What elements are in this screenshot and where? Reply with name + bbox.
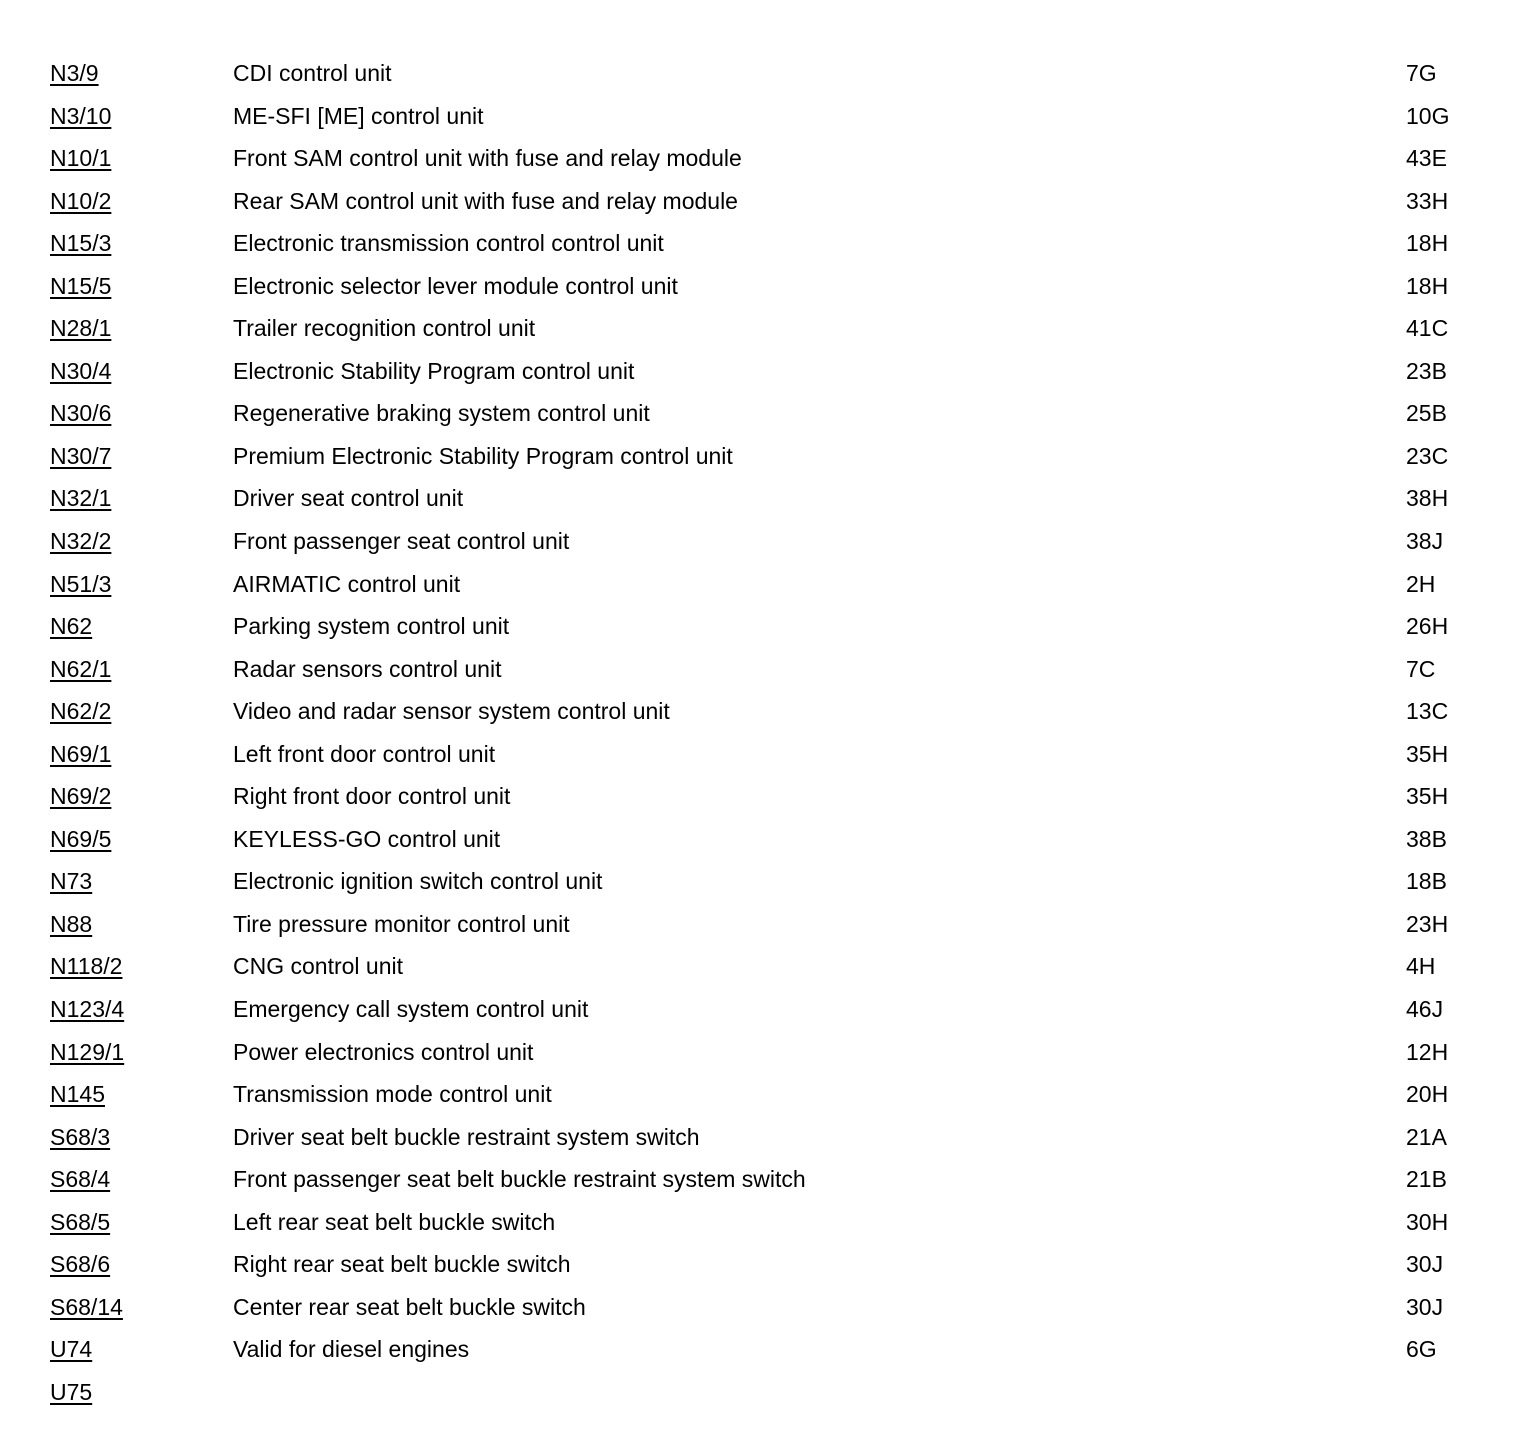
- component-description: Video and radar sensor system control unit: [233, 698, 670, 725]
- legend-row: [0, 690, 1520, 733]
- component-description: CNG control unit: [233, 953, 404, 980]
- component-code-link[interactable]: N30/7: [50, 442, 112, 469]
- component-code-link[interactable]: N69/1: [50, 740, 112, 767]
- grid-reference: 38B: [1406, 825, 1447, 852]
- component-code-link[interactable]: N51/3: [50, 570, 112, 597]
- component-code-link[interactable]: N15/3: [50, 230, 112, 257]
- grid-reference: 2H: [1406, 570, 1436, 597]
- component-description: KEYLESS-GO control unit: [233, 825, 501, 852]
- legend-row: [0, 733, 1520, 776]
- legend-row: [0, 95, 1520, 138]
- grid-reference: 6G: [1406, 1336, 1437, 1363]
- grid-reference: 18H: [1406, 272, 1449, 299]
- grid-reference: 7G: [1406, 60, 1437, 86]
- legend-row: [0, 605, 1520, 648]
- legend-row: [0, 775, 1520, 818]
- grid-reference: 20H: [1406, 1081, 1449, 1108]
- legend-row: [0, 392, 1520, 435]
- component-description: Regenerative braking system control unit: [233, 400, 650, 427]
- legend-row: [0, 563, 1520, 606]
- component-code-link[interactable]: S68/3: [50, 1123, 111, 1150]
- component-code-link[interactable]: N123/4: [50, 996, 125, 1023]
- grid-reference: 18H: [1406, 230, 1449, 257]
- grid-reference: 23C: [1406, 442, 1449, 469]
- grid-reference: 25B: [1406, 400, 1447, 427]
- component-code-link[interactable]: N3/9: [50, 60, 99, 86]
- component-description: CDI control unit: [233, 60, 392, 86]
- component-description: Front passenger seat belt buckle restraint system switch: [233, 1166, 806, 1193]
- component-code-link[interactable]: S68/5: [50, 1208, 111, 1235]
- grid-reference: 35H: [1406, 740, 1449, 767]
- component-description: Left rear seat belt buckle switch: [233, 1208, 556, 1235]
- component-code-link[interactable]: N10/2: [50, 187, 112, 214]
- legend-row: [0, 520, 1520, 563]
- legend-row: [0, 350, 1520, 393]
- grid-reference: 43E: [1406, 145, 1447, 172]
- legend-row: [0, 945, 1520, 988]
- component-description: AIRMATIC control unit: [233, 570, 461, 597]
- component-code-link[interactable]: N32/2: [50, 528, 112, 555]
- component-code-link[interactable]: N145: [50, 1081, 105, 1108]
- component-description: Parking system control unit: [233, 613, 510, 640]
- component-code-link[interactable]: N62/1: [50, 655, 112, 682]
- legend-row: [0, 860, 1520, 903]
- grid-reference: 26H: [1406, 613, 1449, 640]
- component-description: Front passenger seat control unit: [233, 528, 570, 555]
- grid-reference: 38J: [1406, 528, 1444, 555]
- grid-reference: 4H: [1406, 953, 1436, 980]
- component-description: Right front door control unit: [233, 783, 511, 810]
- grid-reference: 12H: [1406, 1038, 1449, 1065]
- legend-row: [0, 1328, 1520, 1371]
- component-code-link[interactable]: N62: [50, 613, 93, 640]
- component-description: Driver seat control unit: [233, 485, 464, 512]
- legend-row: [0, 52, 1520, 95]
- component-code-link[interactable]: N88: [50, 910, 93, 937]
- component-code-link[interactable]: N30/6: [50, 400, 112, 427]
- component-code-link[interactable]: N28/1: [50, 315, 112, 342]
- component-description: Transmission mode control unit: [233, 1081, 552, 1108]
- grid-reference: 13C: [1406, 698, 1449, 725]
- legend-row: [0, 265, 1520, 308]
- legend-row: [0, 137, 1520, 180]
- grid-reference: 38H: [1406, 485, 1449, 512]
- grid-reference: 21B: [1406, 1166, 1447, 1193]
- component-code-link[interactable]: N118/2: [50, 953, 123, 980]
- legend-row: [0, 477, 1520, 520]
- legend-row: [0, 1371, 1520, 1414]
- component-description: Electronic Stability Program control unit: [233, 357, 635, 384]
- component-code-link[interactable]: S68/6: [50, 1251, 111, 1278]
- component-code-link[interactable]: N69/5: [50, 825, 112, 852]
- legend-row: [0, 435, 1520, 478]
- legend-row: [0, 988, 1520, 1031]
- component-code-link[interactable]: N15/5: [50, 272, 112, 299]
- component-code-link[interactable]: N129/1: [50, 1038, 125, 1065]
- component-code-link[interactable]: U75: [50, 1378, 93, 1405]
- component-description: Premium Electronic Stability Program control unit: [233, 442, 733, 469]
- grid-reference: 46J: [1406, 996, 1444, 1023]
- component-code-link[interactable]: U74: [50, 1336, 93, 1363]
- legend-row: [0, 648, 1520, 691]
- legend-row: [0, 1073, 1520, 1116]
- legend-row: [0, 1201, 1520, 1244]
- legend-row: [0, 1116, 1520, 1159]
- grid-reference: 23B: [1406, 357, 1447, 384]
- component-description: Front SAM control unit with fuse and relay module: [233, 145, 742, 172]
- grid-reference: 18B: [1406, 868, 1447, 895]
- component-description: Electronic selector lever module control unit: [233, 272, 678, 299]
- component-description: Valid for diesel engines: [233, 1336, 470, 1363]
- component-code-link[interactable]: S68/14: [50, 1293, 123, 1320]
- component-description: Center rear seat belt buckle switch: [233, 1293, 586, 1320]
- grid-reference: 10G: [1406, 102, 1450, 129]
- grid-reference: 23H: [1406, 910, 1449, 937]
- component-description: Electronic transmission control control unit: [233, 230, 664, 257]
- component-code-link[interactable]: N3/10: [50, 102, 112, 129]
- component-description: Right rear seat belt buckle switch: [233, 1251, 571, 1278]
- grid-reference: 30H: [1406, 1208, 1449, 1235]
- component-code-link[interactable]: N69/2: [50, 783, 112, 810]
- component-description: Radar sensors control unit: [233, 655, 502, 682]
- legend-row: [0, 222, 1520, 265]
- grid-reference: 33H: [1406, 187, 1449, 214]
- component-description: Power electronics control unit: [233, 1038, 534, 1065]
- component-description: Electronic ignition switch control unit: [233, 868, 603, 895]
- component-legend-list: [0, 52, 1520, 1414]
- grid-reference: 35H: [1406, 783, 1449, 810]
- grid-reference: 30J: [1406, 1251, 1444, 1278]
- legend-row: [0, 818, 1520, 861]
- grid-reference: 30J: [1406, 1293, 1444, 1320]
- component-description: Rear SAM control unit with fuse and relay module: [233, 187, 738, 214]
- legend-row: [0, 1158, 1520, 1201]
- component-code-link[interactable]: N73: [50, 868, 93, 895]
- legend-row: [0, 307, 1520, 350]
- component-description: ME-SFI [ME] control unit: [233, 102, 484, 129]
- legend-row: [0, 1286, 1520, 1329]
- grid-reference: 41C: [1406, 315, 1449, 342]
- legend-row: [0, 903, 1520, 946]
- component-description: Trailer recognition control unit: [233, 315, 536, 342]
- component-description: Tire pressure monitor control unit: [233, 910, 570, 937]
- legend-row: [0, 180, 1520, 223]
- legend-row: [0, 1243, 1520, 1286]
- component-description: Left front door control unit: [233, 740, 496, 767]
- component-description: Driver seat belt buckle restraint system switch: [233, 1123, 700, 1150]
- component-description: Emergency call system control unit: [233, 996, 589, 1023]
- grid-reference: 21A: [1406, 1123, 1447, 1150]
- component-code-link[interactable]: N30/4: [50, 357, 112, 384]
- component-code-link[interactable]: S68/4: [50, 1166, 111, 1193]
- component-code-link[interactable]: N10/1: [50, 145, 112, 172]
- grid-reference: 7C: [1406, 655, 1436, 682]
- component-code-link[interactable]: N62/2: [50, 698, 112, 725]
- component-code-link[interactable]: N32/1: [50, 485, 112, 512]
- legend-row: [0, 1031, 1520, 1074]
